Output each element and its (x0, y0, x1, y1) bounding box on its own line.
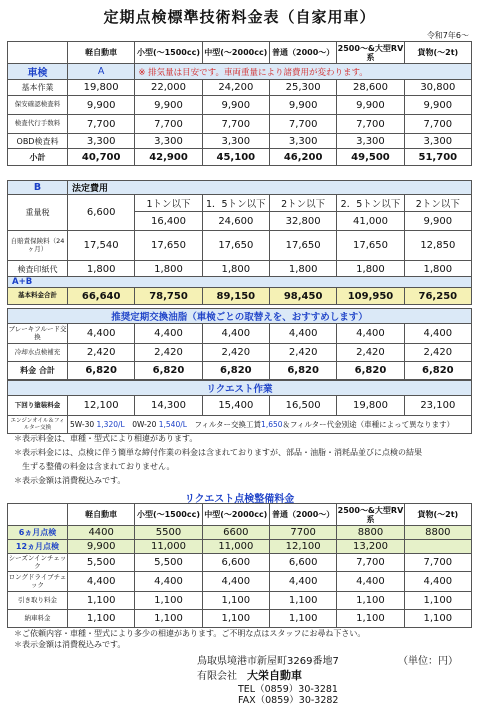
cell: 3,300 (269, 134, 336, 149)
cell: 6,820 (68, 362, 135, 380)
row-label: 引き取り料金 (8, 592, 68, 610)
cell: 78,750 (135, 288, 202, 305)
cell: 1,800 (68, 261, 135, 279)
cell: 7,700 (68, 115, 135, 134)
cell: 22,000 (135, 80, 202, 96)
cell: 11,000 (202, 540, 269, 554)
oil-price: 1,320/L (96, 420, 125, 429)
inspection-title: リクエスト点検整備料金 (184, 494, 295, 505)
table-row (8, 540, 472, 554)
shaken-sublabel: A (68, 64, 135, 80)
cell: 1,100 (135, 592, 202, 610)
company-prefix: 有限会社 (197, 671, 237, 682)
cell: 1,800 (404, 261, 471, 279)
cell: 28,600 (337, 80, 404, 96)
weight-class: 1．5トン以下 (202, 195, 269, 212)
cell: 24,200 (202, 80, 269, 96)
cell: 76,250 (404, 288, 471, 305)
weight-class: 2トン以下 (404, 195, 471, 212)
ab-label: A+B (8, 277, 472, 288)
cell: 7,700 (404, 554, 471, 572)
row-label: シーズンインチェック (8, 554, 67, 570)
cell: 2,420 (202, 344, 269, 362)
weight-class: 2トン以下 (269, 195, 336, 212)
cell: 17,540 (68, 231, 135, 261)
cell: 30,800 (404, 80, 471, 96)
subtotal-row (8, 149, 472, 166)
cell: 6,820 (269, 362, 336, 380)
header-cell: 小型(～1500cc) (135, 504, 202, 526)
cell: 4,400 (269, 324, 336, 344)
cell: 49,500 (337, 149, 404, 166)
cell: 5,500 (135, 554, 202, 572)
cell: 17,650 (337, 231, 404, 261)
weight-class: 1トン以下 (135, 195, 202, 212)
notes-2 (14, 628, 365, 650)
oil-grade: 5W-30 (70, 420, 95, 429)
cell: 51,700 (404, 149, 471, 166)
cell: 4,400 (404, 572, 471, 592)
note: ＊表示金額は消費税込みです。 (14, 476, 126, 485)
table-row (8, 344, 472, 362)
cell: 4,400 (337, 324, 404, 344)
cell: 4,400 (68, 572, 135, 592)
cell: 3,300 (404, 134, 471, 149)
cell: 17,650 (269, 231, 336, 261)
shaken-notice: ※ 排気量は目安です。車両重量により諸費用が変わります。 (135, 64, 472, 80)
note: ＊表示料金は、車種・型式により相違があります。 (14, 434, 198, 443)
cell: 9,900 (337, 96, 404, 115)
cell: 9,900 (404, 96, 471, 115)
cell: 4,400 (202, 572, 269, 592)
cell: 2,420 (68, 344, 135, 362)
weight-class: 2．5トン以下 (337, 195, 404, 212)
cell: 52,250 (269, 279, 336, 296)
total-row (8, 362, 472, 380)
table-row (8, 96, 472, 115)
cell: 4,400 (404, 324, 471, 344)
row-label: 6ヵ月点検 (8, 526, 68, 540)
cell: 1,800 (135, 261, 202, 279)
cell: 7,700 (202, 115, 269, 134)
cell: 32,800 (269, 212, 336, 231)
cell: 6,600 (202, 554, 269, 572)
row-label: 検査印紙代 (8, 261, 68, 279)
cell: 66,640 (68, 288, 135, 305)
ab-band (8, 277, 472, 288)
cell: 19,800 (68, 80, 135, 96)
cell: 1,800 (202, 261, 269, 279)
cell (404, 540, 471, 554)
cell: 8800 (337, 526, 404, 540)
cell: 2,420 (337, 344, 404, 362)
row-label: 小計 (8, 149, 68, 166)
effective-date: 令和7年6～ (426, 31, 469, 40)
legal-label: B (8, 181, 68, 195)
header-cell: 小型(～1500cc) (135, 42, 202, 64)
cell: 11,000 (135, 540, 202, 554)
cell: 17,650 (202, 231, 269, 261)
cell: 6,820 (202, 362, 269, 380)
header-cell: 中型(～2000cc) (202, 504, 269, 526)
header-cell: 普通（2000～） (269, 42, 336, 64)
cell: 24,600 (202, 212, 269, 231)
cell: 4,400 (202, 324, 269, 344)
cell: 19,800 (337, 396, 404, 416)
filter-note: ＆フィルター代金別途（車種によって異なります） (282, 420, 455, 429)
cell: 6,600 (269, 554, 336, 572)
row-label: エンジンオイル＆フィルター交換 (8, 416, 68, 434)
cell: 17,650 (135, 231, 202, 261)
legal-band (8, 181, 472, 195)
table-row (8, 80, 472, 96)
cell: 45,100 (202, 149, 269, 166)
company: 大栄自動車 (247, 669, 302, 682)
cell: 1,100 (337, 610, 404, 628)
cell: 25,300 (269, 80, 336, 96)
oil-title: 推奨定期交換油脂（車検ごとの取替えを、おすすめします） (8, 309, 472, 324)
cell: 7,700 (269, 115, 336, 134)
notes (14, 432, 422, 488)
cell: 6,820 (337, 362, 404, 380)
address: 鳥取県境港市新屋町3269番地7 (197, 656, 339, 667)
note: 生ずる整備の料金は含まれておりません。 (14, 462, 175, 471)
page-title: 定期点検標準技術料金表（自家用車） (103, 8, 376, 26)
row-label: 料金 合計 (8, 362, 68, 380)
cell: 3,300 (135, 134, 202, 149)
cell: 24,550 (404, 279, 471, 296)
cell: 1,800 (269, 261, 336, 279)
row-label: 検査代行手数料 (8, 115, 68, 134)
cell: 7,700 (337, 554, 404, 572)
cell: 109,950 (337, 288, 404, 305)
header-row (8, 42, 472, 64)
legal-title: 法定費用 (68, 181, 472, 195)
row-label: 基本料金合計 (8, 288, 68, 305)
request-table (7, 380, 472, 434)
table-row (8, 396, 472, 416)
note: ＊表示料金には、点検に伴う簡単な締付作業の料金は含まれておりますが、部品・油脂・消耗品並びに点検の結果 (14, 448, 422, 457)
cell: 25,940 (68, 279, 135, 296)
cell: 8800 (404, 526, 471, 540)
cell: 3,300 (68, 134, 135, 149)
cell: 1,100 (337, 592, 404, 610)
cell: 1,800 (337, 261, 404, 279)
cell: 4,400 (68, 324, 135, 344)
cell: 9,900 (135, 96, 202, 115)
cell: 4400 (68, 526, 135, 540)
shaken-table (7, 41, 472, 166)
table-row (8, 134, 472, 149)
oil-grade: 0W-20 (132, 420, 157, 429)
cell: 6,600 (68, 195, 135, 231)
row-label: OBD検査料 (8, 134, 68, 149)
request-title: リクエスト作業 (8, 381, 472, 396)
cell: 1,100 (202, 610, 269, 628)
filter-price: 1,650 (261, 420, 283, 429)
cell: 98,450 (269, 288, 336, 305)
header-cell: 軽自動車 (68, 42, 135, 64)
cell: 7,700 (135, 115, 202, 134)
cell: 4,400 (337, 572, 404, 592)
row-label: 12ヵ月点検 (8, 540, 68, 554)
header-cell: 普通（2000～） (269, 504, 336, 526)
cell: 16,400 (135, 212, 202, 231)
header-cell: 軽自動車 (68, 504, 135, 526)
table-row (8, 554, 472, 572)
inspection-table (7, 503, 472, 628)
cell: 13,200 (337, 540, 404, 554)
header-cell: 貨物(～2t) (404, 504, 471, 526)
cell: 1,100 (269, 610, 336, 628)
oil-band (8, 309, 472, 324)
header-cell: 貨物(～2t) (404, 42, 471, 64)
note: ＊表示金額は消費税込みです。 (14, 640, 126, 649)
row-label: 冷却水点検補充 (8, 344, 68, 362)
cell: 6,820 (135, 362, 202, 380)
cell: 35,850 (135, 279, 202, 296)
row-label: 保安確認検査料 (8, 96, 68, 115)
row-label: 下回り塗装料金 (8, 396, 68, 416)
filter-label: フィルター交換工賃 (194, 420, 262, 429)
oil-change-detail (68, 416, 472, 434)
cell: 40,700 (68, 149, 135, 166)
cell: 1,100 (269, 592, 336, 610)
cell: 16,500 (269, 396, 336, 416)
fax: FAX（0859）30-3282 (238, 695, 339, 706)
row-label: 基本作業 (8, 80, 68, 96)
row-label: 重量税 (8, 195, 68, 231)
cell: 5,500 (68, 554, 135, 572)
cell: 9,900 (202, 96, 269, 115)
cell: 9,900 (269, 96, 336, 115)
oil-change-row (8, 416, 472, 434)
table-row (8, 526, 472, 540)
cell: 23,100 (404, 396, 471, 416)
cell: 15,400 (202, 396, 269, 416)
row-label: 合計 (8, 279, 68, 296)
cell: 7,700 (404, 115, 471, 134)
cell: 2,420 (404, 344, 471, 362)
header-row (8, 504, 472, 526)
table-row (8, 231, 472, 261)
row-label: 納車料金 (8, 610, 68, 628)
cell: 14,300 (135, 396, 202, 416)
cell: 4,400 (269, 572, 336, 592)
ab-row (8, 288, 472, 305)
cell: 7700 (269, 526, 336, 540)
cell: 6,820 (404, 362, 471, 380)
table-row (8, 572, 472, 592)
cell: 41,000 (337, 212, 404, 231)
header-cell: 2500～&大型RV系 (337, 43, 404, 62)
note: ＊ご依頼内容・車種・型式により多少の相違があります。ご不明な点はスタッフにお尋ね下さい。 (14, 629, 366, 638)
cell: 44,050 (202, 279, 269, 296)
cell: 3,300 (202, 134, 269, 149)
cell: 1,100 (68, 592, 135, 610)
cell: 4,400 (135, 572, 202, 592)
table-row (8, 324, 472, 344)
table-row (8, 610, 472, 628)
cell: 1,100 (404, 610, 471, 628)
cell: 2,420 (135, 344, 202, 362)
cell: 5500 (135, 526, 202, 540)
oil-table (7, 308, 472, 380)
header-cell: 中型(～2000cc) (202, 42, 269, 64)
header-cell: 2500～&大型RV系 (337, 505, 404, 524)
cell: 42,900 (135, 149, 202, 166)
cell: 60,450 (337, 279, 404, 296)
table-row (8, 115, 472, 134)
weight-header-row (8, 195, 472, 212)
table-row (8, 592, 472, 610)
cell: 46,200 (269, 149, 336, 166)
shaken-label: 車検 (8, 64, 68, 80)
row-label: 自賠責保険料（24ヶ月） (8, 231, 68, 261)
cell: 1,100 (404, 592, 471, 610)
cell: 12,850 (404, 231, 471, 261)
row-label: ブレーキフルード交換 (8, 324, 68, 344)
cell: 9,900 (404, 212, 471, 231)
cell: 7,700 (337, 115, 404, 134)
cell: 89,150 (202, 288, 269, 305)
cell: 9,900 (68, 540, 135, 554)
cell: 1,100 (202, 592, 269, 610)
cell: 1,100 (68, 610, 135, 628)
cell: 1,100 (135, 610, 202, 628)
cell: 4,400 (135, 324, 202, 344)
cell: 12,100 (68, 396, 135, 416)
shaken-band (8, 64, 472, 80)
cell: 9,900 (68, 96, 135, 115)
cell: 12,100 (269, 540, 336, 554)
tel: TEL（0859）30-3281 (238, 684, 338, 695)
cell: 6600 (202, 526, 269, 540)
cell: 3,300 (337, 134, 404, 149)
oil-price: 1,540/L (158, 420, 187, 429)
ab-table (7, 276, 472, 305)
row-label: ロングドライブチェック (8, 572, 68, 592)
unit-label: （単位：円） (398, 656, 458, 667)
cell: 2,420 (269, 344, 336, 362)
request-band (8, 381, 472, 396)
